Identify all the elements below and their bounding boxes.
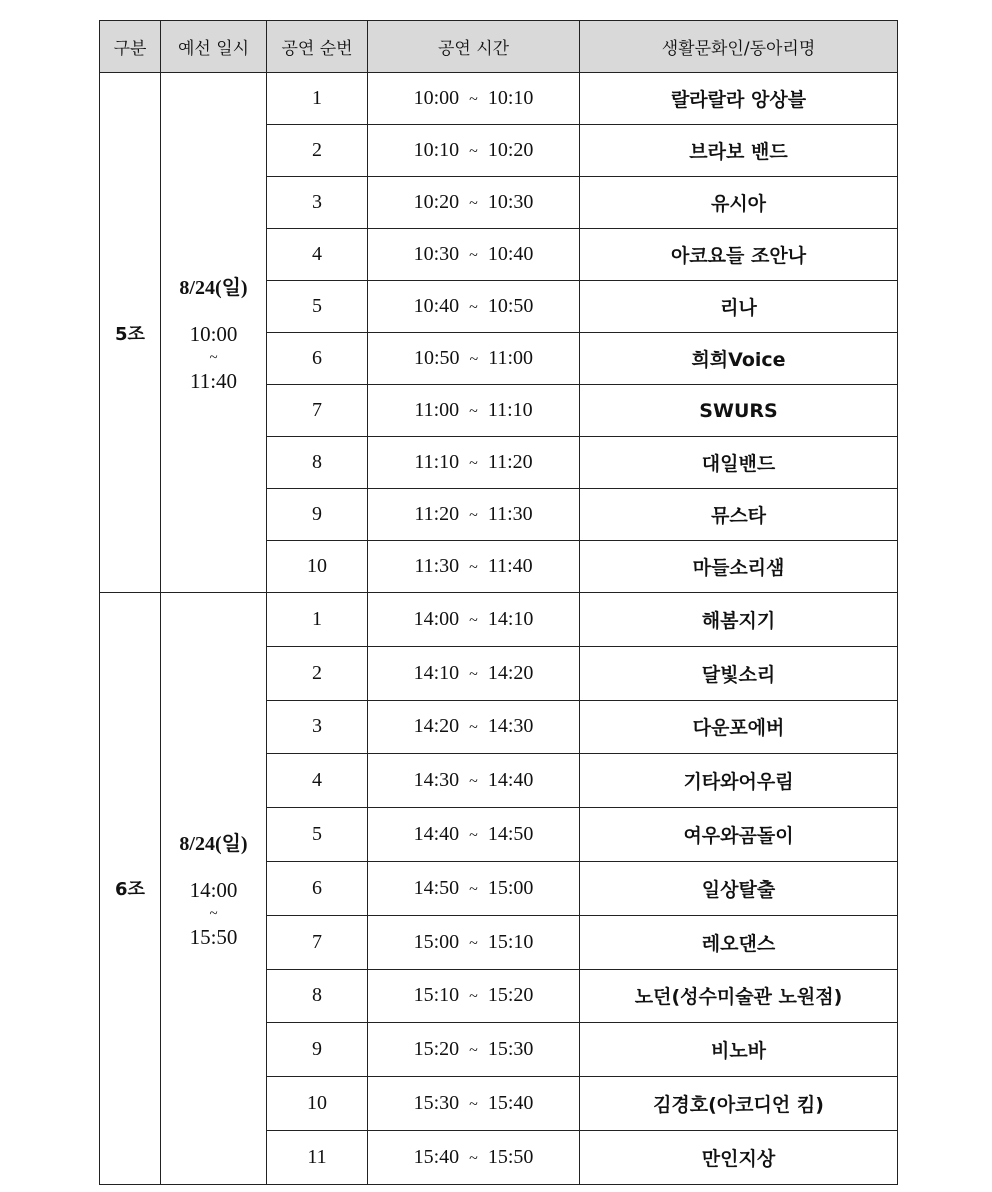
time-cell [368, 73, 580, 125]
time-separator: ~ [469, 351, 479, 368]
time-end: 10:40 [487, 243, 534, 265]
group-datetime [161, 73, 267, 593]
time-end: 14:30 [487, 715, 534, 738]
time-start: 14:20 [413, 715, 460, 738]
performer-name: 리나 [580, 281, 898, 333]
time-end: 14:50 [487, 823, 534, 846]
performer-name: 대일밴드 [580, 437, 898, 489]
time-end: 11:20 [487, 451, 533, 473]
performer-name: 희희Voice [580, 333, 898, 385]
time-cell [368, 808, 580, 862]
time-start: 11:10 [414, 451, 460, 473]
order-cell: 8 [267, 969, 368, 1023]
order-cell: 2 [267, 125, 368, 177]
time-start: 10:10 [413, 139, 460, 161]
performer-name: 달빛소리 [580, 646, 898, 700]
time-start: 11:00 [414, 399, 460, 421]
time-start: 15:00 [413, 930, 460, 953]
order-cell: 5 [267, 808, 368, 862]
time-cell [368, 125, 580, 177]
time-end: 11:30 [487, 503, 533, 525]
time-cell [368, 969, 580, 1023]
order-cell: 3 [267, 700, 368, 754]
order-cell: 6 [267, 861, 368, 915]
time-end: 15:00 [487, 876, 534, 899]
group-start-time: 10:00 [189, 322, 238, 346]
performer-name: 레오댄스 [580, 915, 898, 969]
time-separator: ~ [469, 773, 478, 791]
time-end: 11:10 [487, 399, 533, 421]
time-separator: ~ [469, 611, 478, 629]
performer-name: 브라보 밴드 [580, 125, 898, 177]
header-group: 구분 [100, 21, 161, 73]
order-cell: 6 [267, 333, 368, 385]
time-start: 14:00 [413, 607, 460, 630]
time-cell [368, 281, 580, 333]
header-order: 공연 순번 [267, 21, 368, 73]
time-cell [368, 437, 580, 489]
performer-name: 뮤스타 [580, 489, 898, 541]
performer-name: 기타와어우림 [580, 754, 898, 808]
time-cell [368, 229, 580, 281]
time-separator: ~ [469, 934, 478, 952]
group-end-time: 15:50 [189, 924, 238, 949]
group-datetime [161, 593, 267, 1185]
header-name: 생활문화인/동아리명 [580, 21, 898, 73]
performer-name: 아코요들 조안나 [580, 229, 898, 281]
time-cell [368, 1130, 580, 1184]
time-separator: ~ [469, 559, 478, 576]
time-end: 11:00 [488, 347, 534, 369]
time-separator: ~ [469, 143, 478, 160]
group-date: 8/24(일) [179, 277, 248, 299]
order-cell: 7 [267, 385, 368, 437]
table-body [100, 73, 898, 1185]
group-time-tilde: ~ [209, 350, 218, 366]
group-start-time: 14:00 [189, 877, 238, 902]
time-separator: ~ [469, 247, 478, 264]
performer-name: 마들소리샘 [580, 541, 898, 593]
time-cell [368, 593, 580, 647]
time-cell [368, 177, 580, 229]
time-start: 15:30 [413, 1092, 460, 1115]
order-cell: 9 [267, 489, 368, 541]
performer-name: 유시아 [580, 177, 898, 229]
time-end: 10:50 [487, 295, 534, 317]
time-cell [368, 861, 580, 915]
schedule-table [99, 20, 898, 1185]
table-row [100, 593, 898, 647]
time-end: 15:10 [487, 930, 534, 953]
time-end: 14:20 [487, 661, 534, 684]
time-end: 15:20 [487, 984, 534, 1007]
time-cell [368, 333, 580, 385]
time-end: 14:40 [487, 769, 534, 792]
time-end: 11:40 [487, 555, 533, 577]
order-cell: 10 [267, 541, 368, 593]
order-cell: 8 [267, 437, 368, 489]
time-start: 14:40 [413, 823, 460, 846]
performer-name: 만인지상 [580, 1130, 898, 1184]
time-cell [368, 1023, 580, 1077]
time-end: 14:10 [487, 607, 534, 630]
order-cell: 11 [267, 1130, 368, 1184]
time-cell [368, 646, 580, 700]
performer-name: 노던(성수미술관 노원점) [580, 969, 898, 1023]
table-row [100, 73, 898, 125]
group-date: 8/24(일) [179, 832, 248, 855]
time-start: 14:30 [413, 769, 460, 792]
time-separator: ~ [469, 1042, 478, 1060]
time-separator: ~ [469, 403, 478, 420]
header-date: 예선 일시 [161, 21, 267, 73]
order-cell: 3 [267, 177, 368, 229]
order-cell: 4 [267, 754, 368, 808]
time-end: 10:30 [487, 191, 534, 213]
time-separator: ~ [469, 880, 478, 898]
time-cell [368, 1077, 580, 1131]
table-header [100, 21, 898, 73]
time-start: 15:20 [413, 1038, 460, 1061]
time-end: 15:40 [487, 1092, 534, 1115]
time-cell [368, 754, 580, 808]
performer-name: 여우와곰돌이 [580, 808, 898, 862]
time-end: 15:30 [487, 1038, 534, 1061]
order-cell: 1 [267, 593, 368, 647]
order-cell: 9 [267, 1023, 368, 1077]
time-start: 10:20 [413, 191, 460, 213]
time-start: 14:50 [413, 876, 460, 899]
time-cell [368, 541, 580, 593]
group-end-time: 11:40 [189, 369, 238, 393]
performer-name: 일상탈출 [580, 861, 898, 915]
time-start: 14:10 [413, 661, 460, 684]
time-end: 10:20 [487, 139, 534, 161]
time-start: 10:30 [413, 243, 460, 265]
group-label: 6조 [100, 593, 161, 1185]
header-time: 공연 시간 [368, 21, 580, 73]
header-row [100, 21, 898, 73]
order-cell: 1 [267, 73, 368, 125]
time-separator: ~ [469, 455, 478, 472]
time-start: 15:40 [413, 1145, 460, 1168]
order-cell: 5 [267, 281, 368, 333]
time-cell [368, 700, 580, 754]
time-separator: ~ [469, 299, 478, 316]
time-separator: ~ [469, 988, 478, 1006]
group-time-tilde: ~ [209, 905, 218, 922]
time-cell [368, 915, 580, 969]
order-cell: 4 [267, 229, 368, 281]
performer-name: 김경호(아코디언 킴) [580, 1077, 898, 1131]
time-separator: ~ [469, 1096, 478, 1114]
time-separator: ~ [469, 665, 478, 683]
time-start: 10:40 [413, 295, 460, 317]
time-separator: ~ [469, 827, 478, 845]
performer-name: 해봄지기 [580, 593, 898, 647]
time-cell [368, 489, 580, 541]
time-start: 11:20 [414, 503, 460, 525]
time-separator: ~ [469, 507, 478, 524]
performer-name: SWURS [580, 385, 898, 437]
group-label: 5조 [100, 73, 161, 593]
order-cell: 2 [267, 646, 368, 700]
time-start: 10:00 [413, 87, 460, 109]
performer-name: 다운포에버 [580, 700, 898, 754]
time-start: 15:10 [413, 984, 460, 1007]
time-separator: ~ [469, 195, 478, 212]
time-start: 11:30 [414, 555, 460, 577]
order-cell: 10 [267, 1077, 368, 1131]
time-separator: ~ [469, 1149, 478, 1167]
order-cell: 7 [267, 915, 368, 969]
performer-name: 랄라랄라 앙상블 [580, 73, 898, 125]
time-separator: ~ [469, 719, 478, 737]
time-start: 10:50 [413, 347, 460, 369]
time-separator: ~ [469, 91, 478, 108]
time-end: 10:10 [487, 87, 534, 109]
performer-name: 비노바 [580, 1023, 898, 1077]
time-end: 15:50 [487, 1145, 534, 1168]
time-cell [368, 385, 580, 437]
